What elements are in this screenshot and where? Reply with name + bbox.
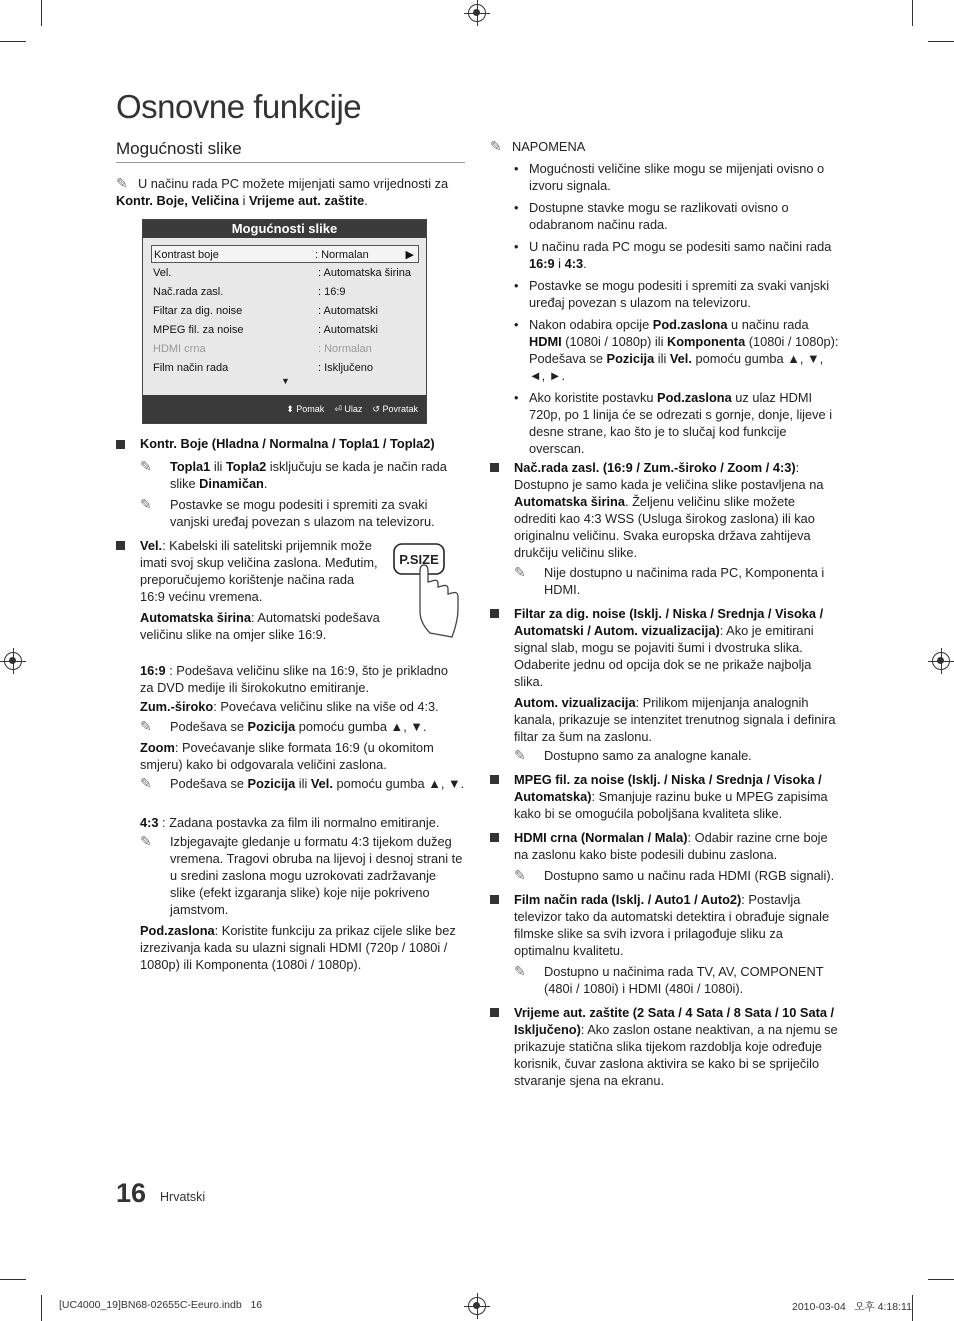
s43-note: ✎ Izbjegavajte gledanje u formatu 4:3 tijekom dužeg vremena. Tragovi obruba na lijevoj i desnoj strani te u sredini zaslona mogu uzrokovati zadržavanje slike (efekt izgaranja slike) koje nije pokriveno jamstvom. (140, 833, 463, 917)
crop-mark (0, 1279, 26, 1280)
pencil-note-icon: ✎ (514, 963, 526, 979)
pencil-note-icon: ✎ (514, 564, 526, 580)
autom-vizualizacija-note: ✎ Dostupno samo za analogne kanale. (514, 747, 752, 763)
intro-note: ✎ U načinu rada PC možete mijenjati samo vrijednosti za Kontr. Boje, Veličina i Vrijeme aut. zaštite. (116, 175, 449, 208)
pencil-note-icon: ✎ (140, 718, 152, 734)
film-nacin-note: ✎ Dostupno u načinima rada TV, AV, COMPONENT (480i / 1080i) i HDMI (480i / 1080i). (514, 963, 824, 996)
menu-row-filtar: Filtar za dig. noise : Automatski (153, 305, 378, 317)
s43-text: 4:3 : Zadana postavka za film ili normalno emitiranje. (140, 815, 440, 830)
pencil-note-icon: ✎ (116, 175, 128, 191)
pencil-note-icon: ✎ (514, 867, 526, 883)
pod-zaslona-text: Pod.zaslona: Koristite funkciju za prikaz cijele slike bez izrezivanja kada su ulazni signali HDMI (720p / 1080i / 1080p) ili Komponenta (1080i / 1080p). (140, 923, 456, 972)
napomena-list (514, 160, 840, 457)
list-item: • Ako koristite postavku Pod.zaslona uz ulaz HDMI 720p, po 1 linija će se odrezati s gornje, donje, lijeve i desne strane, kao što je to slučaj kod funkcije overscan. (514, 390, 833, 456)
crop-mark (0, 41, 26, 42)
aut-sirina-text: Automatska širina: Automatski podešava veličinu slike na omjer slike 16:9. (140, 610, 380, 642)
print-footer-left: [UC4000_19]BN68-02655C-Eeuro.indb 16 (59, 1299, 263, 1311)
enter-icon: ⏎ (334, 404, 342, 414)
pencil-note-icon: ✎ (140, 833, 152, 849)
registration-mark-icon (932, 652, 950, 670)
menu-footer: ⬍ Pomak ⏎ Ulaz ↺ Povratak (143, 395, 426, 423)
s169-text: 16:9 : Podešava veličinu slike na 16:9, što je prikladno za DVD medije ili širokokutno emitiranje. (140, 663, 449, 695)
nacin-rada-note: ✎ Nije dostupno u načinima rada PC, Komponenta i HDMI. (514, 564, 825, 597)
registration-mark-icon (4, 652, 22, 670)
print-footer-right: 2010-03-04 오후 4:18:11 (792, 1301, 912, 1313)
crop-mark (912, 0, 913, 26)
film-nacin-text: Film način rada (Isklj. / Auto1 / Auto2): Postavlja televizor tako da automatski detektira i obrađuje signale filmske slike sa svih izvora i prilagođuje sliku za optimalnu kvalitetu. (514, 892, 830, 958)
move-icon: ⬍ (286, 404, 294, 414)
list-item: • Mogućnosti veličine slike mogu se mijenjati ovisno o izvoru signala. (514, 161, 825, 193)
menu-row-vel: Vel. : Automatska širina (153, 267, 411, 279)
menu-screenshot (142, 219, 427, 424)
psize-label: P.SIZE (399, 552, 439, 567)
pencil-note-icon: ✎ (490, 138, 502, 154)
menu-row-film: Film način rada : Isključeno (153, 362, 374, 374)
list-item: • Postavke se mogu podesiti i spremiti za svaki vanjski uređaj povezan s ulazom na televizoru. (514, 278, 830, 310)
registration-mark-icon (468, 1297, 486, 1315)
mpeg-text: MPEG fil. za noise (Isklj. / Niska / Srednja / Visoka / Automatska): Smanjuje razinu buke u MPEG zapisima kako bi se omogućila poboljšana kvaliteta slike. (514, 772, 828, 821)
psize-button-illustration (392, 541, 462, 641)
square-bullet-icon (116, 440, 125, 449)
autom-vizualizacija-text: Autom. vizualizacija: Prilikom mijenjanja analognih kanala, prikazuje se intenzitet trenutnog signala i definira filtar za šum na zaslonu. (514, 695, 836, 744)
page-language: Hrvatski (160, 1190, 206, 1204)
pencil-note-icon: ✎ (514, 747, 526, 763)
pencil-note-icon: ✎ (140, 458, 152, 474)
menu-row-hdmi-crna: HDMI crna : Normalan (153, 343, 372, 355)
list-item: • Dostupne stavke mogu se razlikovati ovisno o odabranom načinu rada. (514, 200, 789, 232)
hdmi-crna-text: HDMI crna (Normalan / Mala): Odabir razine crne boje na zaslonu kako biste podesili dubinu zaslona. (514, 830, 828, 862)
arrow-down-icon: ▼ (281, 376, 290, 386)
filtar-text: Filtar za dig. noise (Isklj. / Niska / Srednja / Visoka / Automatski / Autom. vizualizacija): Ako je emitirani signal slab, mogu se pojaviti šumi i dvostruka slika. Odaberite jednu od opcija dok se ne prikaže najbolja slika. (514, 606, 824, 689)
page-number: 16 (116, 1178, 147, 1208)
square-bullet-icon (490, 895, 499, 904)
pencil-note-icon: ✎ (140, 775, 152, 791)
zum-siroko-text: Zum.-široko: Povećava veličinu slike na više od 4:3. (140, 699, 439, 714)
menu-title: Mogućnosti slike (143, 220, 426, 238)
return-icon: ↺ (372, 404, 380, 414)
crop-mark (41, 1295, 42, 1321)
section-title: Mogućnosti slike (116, 139, 465, 163)
kontr-boje-note2: ✎ Postavke se mogu podesiti i spremiti za svaki vanjski uređaj povezan s ulazom na televizoru. (140, 496, 435, 529)
menu-row-mpeg: MPEG fil. za noise : Automatski (153, 324, 378, 336)
menu-row-nacin-rada: Nač.rada zasl. : 16:9 (153, 286, 346, 298)
vrijeme-zastite-text: Vrijeme aut. zaštite (2 Sata / 4 Sata / 8 Sata / 10 Sata / Isključeno): Ako zaslon ostane neaktivan, a na njemu se prikazuje statična slika tijekom razdoblja koje određuje korisnik, čuvar zaslona aktivira se kako bi se spriječilo stvaranje sjena na ekranu. (514, 1005, 838, 1088)
vel-text: Vel.: Kabelski ili satelitski prijemnik može imati svoj skup veličina zaslona. Međutim, preporučujemo korištenje načina rada 16:9 većinu vremena. (140, 538, 378, 604)
arrow-right-icon: ▶ (405, 249, 414, 261)
crop-mark (41, 0, 42, 26)
square-bullet-icon (490, 463, 499, 472)
kontr-boje-note1: ✎ Topla1 ili Topla2 isključuju se kada je način rada slike Dinamičan. (140, 458, 447, 491)
menu-row-kontrast-boje: Kontrast boje : Normalan ▶ (151, 245, 419, 263)
crop-mark (928, 41, 954, 42)
square-bullet-icon (490, 609, 499, 618)
pencil-note-icon: ✎ (140, 496, 152, 512)
zum-siroko-note: ✎ Podešava se Pozicija pomoću gumba ▲, ▼. (140, 718, 427, 734)
zoom-note: ✎ Podešava se Pozicija ili Vel. pomoću gumba ▲, ▼. (140, 775, 465, 791)
zoom-text: Zoom: Povećavanje slike formata 16:9 (u okomitom smjeru) kako bi odgovarala veličini zaslona. (140, 740, 434, 772)
square-bullet-icon (116, 541, 125, 550)
crop-mark (912, 1295, 913, 1321)
nacin-rada-text: Nač.rada zasl. (16:9 / Zum.-široko / Zoom / 4:3): Dostupno je samo kada je veličina slike postavljena na Automatska širina. Željenu veličinu slike možete odrediti kao 4:3 WSS (Usluga širokog zaslona) ili kao originalnu veličinu. Svaka europska država zahtijeva drukčiju veličinu slike. (514, 460, 824, 560)
square-bullet-icon (490, 1008, 499, 1017)
crop-mark (928, 1279, 954, 1280)
registration-mark-icon (468, 4, 486, 22)
kontr-boje-head: Kontr. Boje (Hladna / Normalna / Topla1 / Topla2) (140, 436, 435, 451)
list-item: • U načinu rada PC mogu se podesiti samo načini rada 16:9 i 4:3. (514, 239, 832, 271)
page-title: Osnovne funkcije (116, 88, 362, 125)
square-bullet-icon (490, 833, 499, 842)
list-item: • Nakon odabira opcije Pod.zaslona u načinu rada HDMI (1080i / 1080p) ili Komponenta (1080i / 1080p): Podešava se Pozicija ili Vel. pomoću gumba ▲, ▼, ◄, ►. (514, 317, 839, 383)
hdmi-crna-note: ✎ Dostupno samo u načinu rada HDMI (RGB signali). (514, 867, 835, 883)
square-bullet-icon (490, 775, 499, 784)
napomena-heading: ✎ NAPOMENA (490, 138, 586, 154)
